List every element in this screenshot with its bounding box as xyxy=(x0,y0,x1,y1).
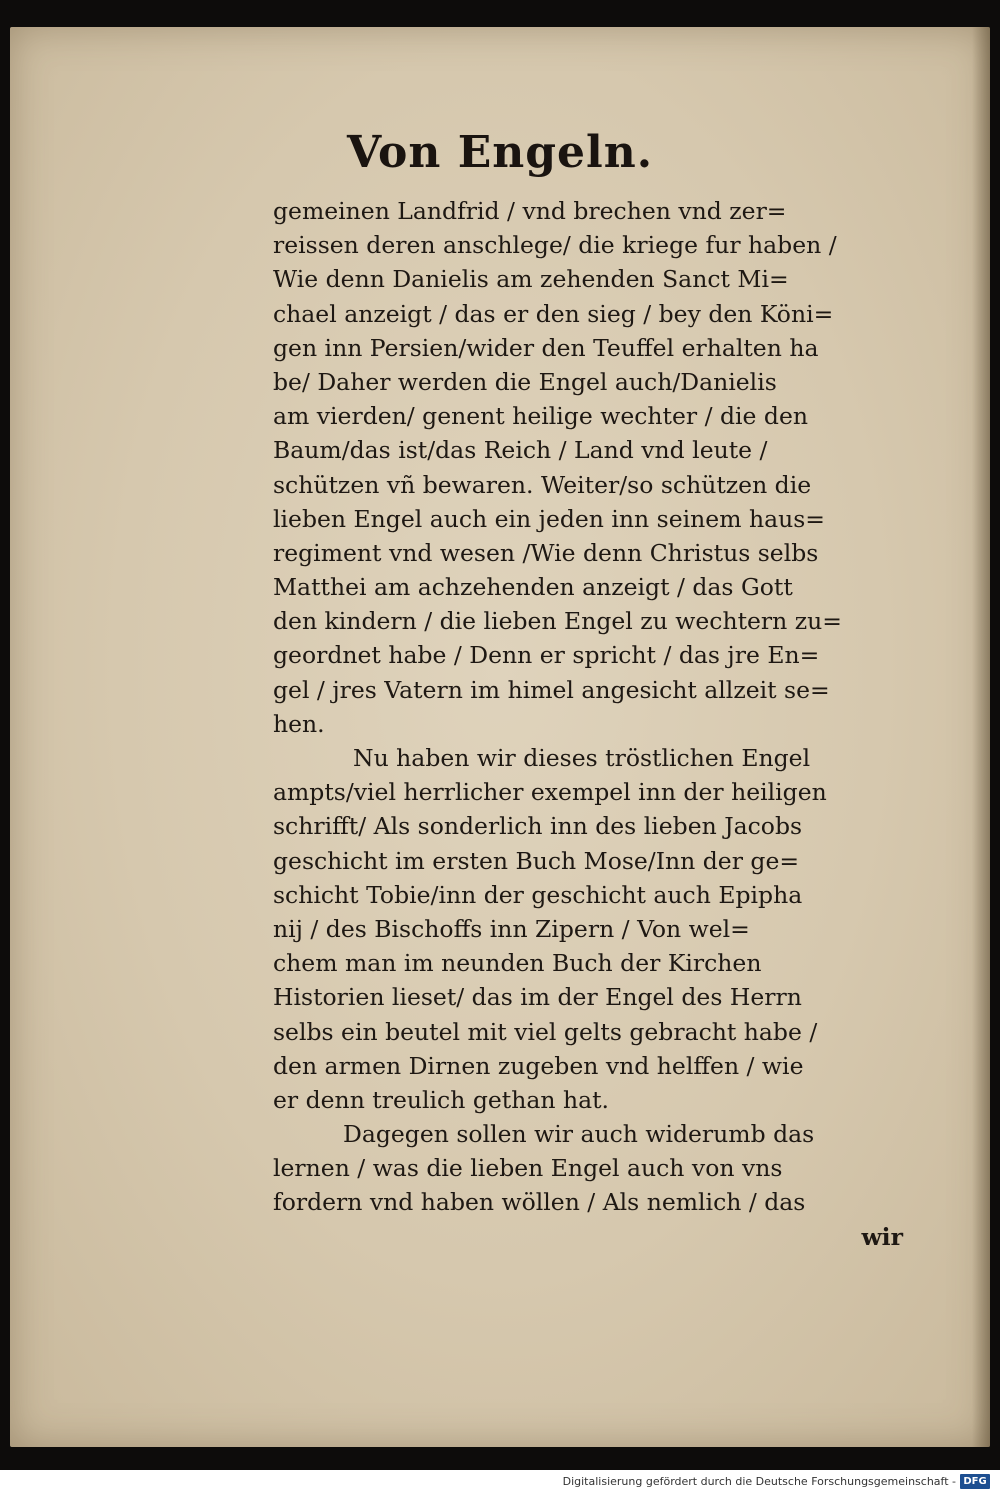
text-line: lernen / was die lieben Engel auch von vns xyxy=(273,1154,783,1183)
text-line: den kindern / die lieben Engel zu wechtern zu= xyxy=(273,607,842,636)
text-line: chem man im neunden Buch der Kirchen xyxy=(273,949,762,978)
text-line: regiment vnd wesen /Wie denn Christus selbs xyxy=(273,538,819,567)
page-gutter-shadow xyxy=(972,27,990,1447)
text-line: geschicht im ersten Buch Mose/Inn der ge= xyxy=(273,846,800,875)
funding-credit: Digitalisierung gefördert durch die Deutsche Forschungsgemeinschaft - xyxy=(562,1475,956,1488)
text-line: Matthei am achzehenden anzeigt / das Gott xyxy=(273,573,793,602)
text-line: Dagegen sollen wir auch widerumb das xyxy=(343,1120,815,1149)
text-line: lieben Engel auch ein jeden inn seinem haus= xyxy=(273,504,825,533)
text-line: Historien lieset/ das im der Engel des Herrn xyxy=(273,983,802,1012)
text-line: schicht Tobie/inn der geschicht auch Epipha xyxy=(273,880,803,909)
text-line: selbs ein beutel mit viel gelts gebracht habe / xyxy=(273,1017,818,1046)
text-line: gemeinen Landfrid / vnd brechen vnd zer= xyxy=(273,197,787,225)
text-line: schützen vñ bewaren. Weiter/so schützen die xyxy=(273,470,812,499)
text-line: reissen deren anschlege/ die kriege fur haben / xyxy=(273,231,837,260)
text-line: Wie denn Danielis am zehenden Sanct Mi= xyxy=(273,265,789,294)
catchword: wir xyxy=(861,1222,903,1251)
text-line: be/ Daher werden die Engel auch/Danielis xyxy=(273,367,777,396)
text-line: am vierden/ genent heilige wechter / die den xyxy=(273,402,809,431)
text-line: den armen Dirnen zugeben vnd helffen / wie xyxy=(273,1051,804,1080)
text-line: hen. xyxy=(273,709,325,738)
text-line: gen inn Persien/wider den Teuffel erhalten ha xyxy=(273,333,819,362)
text-line: chael anzeigt / das er den sieg / bey den Köni= xyxy=(273,299,834,328)
text-line: fordern vnd haben wöllen / Als nemlich / das xyxy=(273,1188,806,1217)
text-line: ampts/viel herrlicher exempel inn der heiligen xyxy=(273,778,827,807)
text-line: Nu haben wir dieses tröstlichen Engel xyxy=(353,744,811,772)
page xyxy=(10,27,990,1447)
text-line: gel / jres Vatern im himel angesicht allzeit se= xyxy=(273,675,830,704)
text-line: Baum/das ist/das Reich / Land vnd leute / xyxy=(273,436,768,465)
text-line: er denn treulich gethan hat. xyxy=(273,1085,610,1114)
text-line: schrifft/ Als sonderlich inn des lieben Jacobs xyxy=(273,812,803,841)
text-block xyxy=(273,194,903,1254)
running-head: Von Engeln. xyxy=(346,127,654,178)
text-line: geordnet habe / Denn er spricht / das jre En= xyxy=(273,641,820,670)
text-line: nij / des Bischoffs inn Zipern / Von wel= xyxy=(273,914,750,943)
dfg-logo: DFG xyxy=(960,1474,990,1489)
footer-bar xyxy=(0,1470,1000,1494)
